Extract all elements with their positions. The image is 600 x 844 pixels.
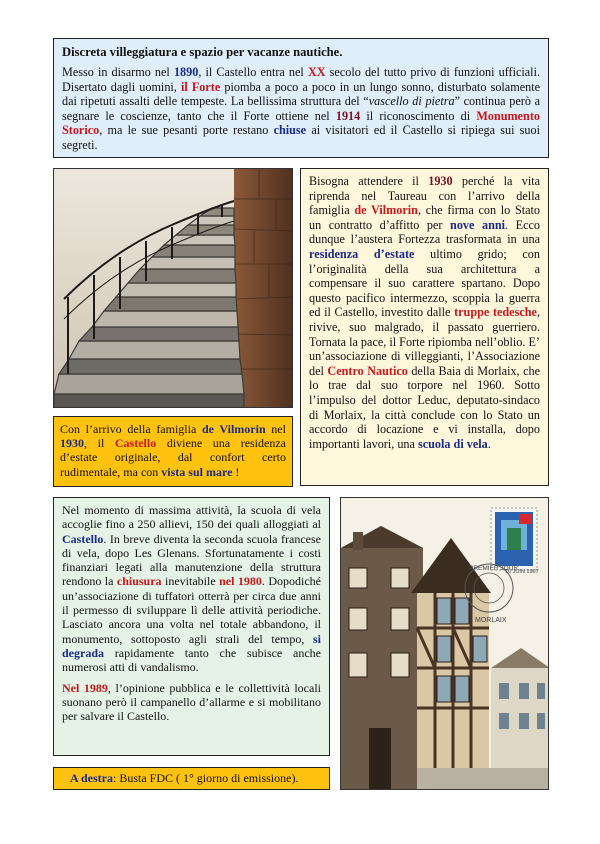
vilmorin-box xyxy=(300,168,549,486)
school-paragraph-2: Nel 1989, l’opinione pubblica e le collettività locali suonano però il campanello d’allarme e si mobilitano per salvare il Castello. xyxy=(62,680,322,724)
fdc-caption xyxy=(53,767,330,790)
postmark-bottom-text: MORLAIX xyxy=(475,617,507,624)
castle-caption-text: Con l’arrivo della famiglia de Vilmorin nel 1930, il Castello diviene una residenza d’estate originale, dal confort certo rudimentale, ma con vista sul mare ! xyxy=(60,422,286,479)
staircase-photo xyxy=(53,168,293,408)
staircase-illustration xyxy=(54,169,293,408)
fdc-caption-text: A destra: Busta FDC ( 1° giorno di emissione). xyxy=(70,771,299,785)
castle-caption xyxy=(53,416,293,487)
intro-paragraph: Messo in disarmo nel 1890, il Castello entra nel XX secolo del tutto privo di funzioni ufficiali. Disertato dagli uomini, il Forte piomba a poco a poco in un lungo sonno, disturbato solamente dai ripetuti assalti delle tempeste. La bellissima struttura del “vascello di pietra” continua però a segnare le coscienze, tanto che il Forte ottiene nel 1914 il riconoscimento di Monumento Storico, ma le sue pesanti porte restano chiuse ai visitatori ed il Castello si ripiega sui suoi segreti. xyxy=(62,65,541,152)
intro-heading: Discreta villeggiatura e spazio per vacanze nautiche. xyxy=(62,45,343,59)
school-paragraph-1: Nel momento di massima attività, la scuola di vela accoglie fino a 250 allievi, 150 dei quali alloggiati al Castello. In breve diventa la seconda scuola francese di vela, dopo Les Glenans. Sfortunatamente i costi finanziari legati alla manutenzione della struttura rendono la chiusura inevitabile nel 1980. Dopodiché un’associazione di tuffatori otterrà per circa due anni il permesso di sviluppare lì delle attività periodiche. Lasciato ancora una volta nel totale abbandono, il monumento, sottoposto agli strali del tempo, si degrada rapidamente tanto che subisce anche numerosi atti di vandalismo. xyxy=(62,503,321,675)
intro-box xyxy=(53,38,549,158)
postmark-date-text: 10 JUIN 1967 xyxy=(505,569,539,575)
fdc-envelope-photo xyxy=(340,497,549,790)
fdc-illustration xyxy=(341,498,549,790)
school-box xyxy=(53,497,330,756)
vilmorin-paragraph: Bisogna attendere il 1930 perché la vita riprenda nel Taureau con l’arrivo della famiglia de Vilmorin, che firma con lo Stato un contratto d’affitto per nove anni. Ecco dunque l’austera Fortezza trasformata in una residenza d’estate ultimo grido; con l’originalità della sua architettura a compensare il suo carattere spartano. Dopo questo pacifico intermezzo, scoppia la guerra ed il Castello, investito dalle truppe tedesche, rivive, suo malgrado, il passato guerriero. Tornata la pace, il Forte ripiomba nell’oblio. E’ un’associazione di villeggianti, l’Associazione del Centro Nautico della Baia di Morlaix, che lo trae dal suo torpore nel 1960. Sotto l’impulso del dottor Leduc, deputato-sindaco di Morlaix, la città conclude con lo Stato un accordo di locazione e vi installa, dopo importanti lavori, una scuola di vela. xyxy=(309,174,541,451)
postmark-top-text: PREMIER JOUR xyxy=(469,565,519,572)
